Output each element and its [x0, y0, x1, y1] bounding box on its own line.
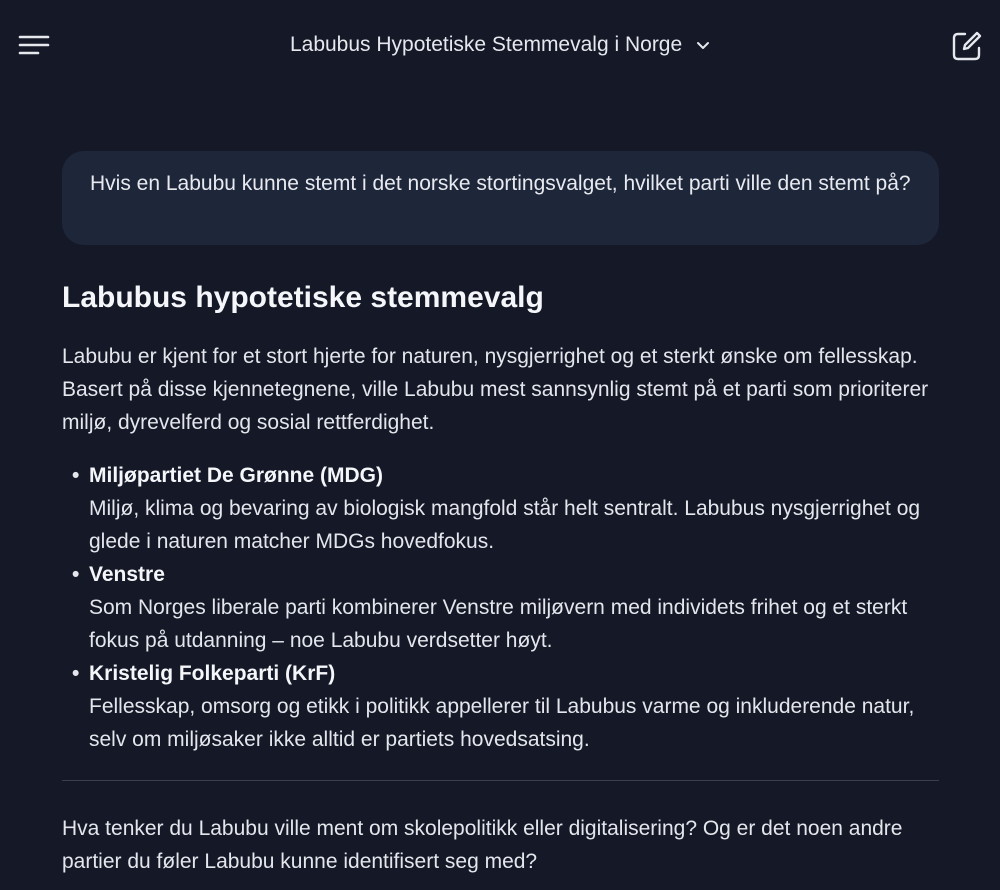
party-name: Venstre — [89, 563, 165, 586]
user-message-text: Hvis en Labubu kunne stemt i det norske stortingsvalget, hvilket parti ville den stemt på? — [90, 172, 911, 195]
list-item — [62, 558, 939, 657]
party-list — [62, 459, 939, 756]
party-description: Som Norges liberale parti kombinerer Venstre miljøvern med individets frihet og et sterkt fokus på utdanning – noe Labubu verdsetter høyt. — [89, 596, 908, 652]
list-item — [62, 657, 939, 756]
user-message-bubble — [62, 151, 939, 245]
party-description: Miljø, klima og bevaring av biologisk mangfold står helt sentralt. Labubus nysgjerrighet og glede i naturen matcher MDGs hovedfokus. — [89, 497, 921, 553]
answer-heading: Labubus hypotetiske stemmevalg — [62, 281, 544, 314]
followup-question: Hva tenker du Labubu ville ment om skolepolitikk eller digitalisering? Og er det noen andre partier du føler Labubu kunne identifisert seg med? — [62, 817, 903, 873]
list-item — [62, 459, 939, 558]
conversation-title: Labubus Hypotetiske Stemmevalg i Norge — [289, 33, 683, 56]
bullet: • — [72, 464, 80, 487]
divider — [62, 780, 939, 781]
answer-intro: Labubu er kjent for et stort hjerte for naturen, nysgjerrighet og et sterkt ønske om fellesskap. Basert på disse kjennetegnene, ville Labubu mest sannsynlig stemt på et parti som prioriterer miljø, dyrevelferd og sosial rettferdighet. — [62, 345, 929, 434]
bullet: • — [72, 662, 80, 685]
compose-icon[interactable] — [951, 30, 983, 62]
party-description: Fellesskap, omsorg og etikk i politikk appellerer til Labubus varme og inkluderende natur, selv om miljøsaker ikke alltid er partiets hovedsatsing. — [89, 695, 915, 751]
bullet: • — [72, 563, 80, 586]
party-name: Miljøpartiet De Grønne (MDG) — [89, 464, 383, 487]
chevron-down-icon — [696, 33, 710, 57]
top-bar — [0, 0, 1000, 92]
conversation-title-dropdown[interactable] — [0, 33, 1000, 57]
assistant-answer — [62, 278, 939, 756]
party-name: Kristelig Folkeparti (KrF) — [89, 662, 336, 685]
